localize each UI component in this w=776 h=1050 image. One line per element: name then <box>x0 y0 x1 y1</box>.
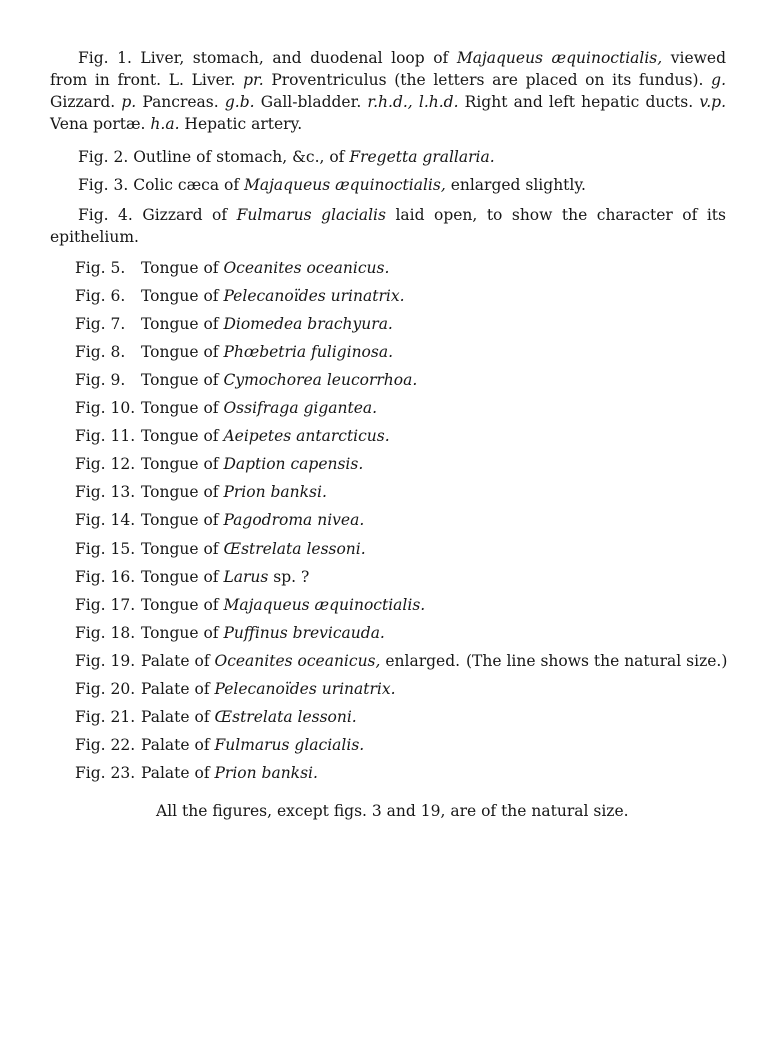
figure-number: Fig. 14. <box>75 511 136 530</box>
figure-number: Fig. 11. <box>75 427 136 446</box>
caption-text: Fig. 2. Outline of stomach, &c., of <box>78 148 350 166</box>
natural-size-line-note: (The line shows the natural size.) <box>466 651 728 670</box>
species-name: Larus <box>223 567 269 586</box>
species-name: Majaqueus æquinoctialis, <box>456 49 663 67</box>
species-name: Daption capensis. <box>223 455 364 474</box>
figure-description: Palate of <box>141 763 215 782</box>
species-name: Prion banksi. <box>223 483 327 502</box>
caption-text: Gizzard. <box>50 93 122 111</box>
figure-number: Fig. 8. <box>75 343 126 362</box>
figure-description: Palate of <box>141 735 215 754</box>
species-name: Prion banksi. <box>214 763 318 782</box>
figure-caption-line <box>75 341 393 363</box>
figure-description: Palate of <box>141 651 215 670</box>
figure-caption-line <box>75 678 396 700</box>
figure-description: Palate of <box>141 707 215 726</box>
figure-caption-line <box>75 650 460 672</box>
figure-description: Tongue of <box>141 483 224 502</box>
figure-caption-line <box>75 509 364 531</box>
abbreviation: h.a. <box>150 115 180 133</box>
fig-2-caption <box>50 146 726 168</box>
figure-caption-line <box>75 285 405 307</box>
figure-description: Tongue of <box>141 371 224 390</box>
species-name: Diomedea brachyura. <box>223 315 393 334</box>
figure-number: Fig. 13. <box>75 483 136 502</box>
figure-description: Tongue of <box>141 259 224 277</box>
figure-description: Tongue of <box>141 455 224 474</box>
abbreviation: g. <box>711 71 726 89</box>
species-name: Cymochorea leucorrhoa. <box>223 371 418 390</box>
figure-suffix: sp. ? <box>268 567 310 586</box>
figure-number: Fig. 21. <box>75 707 136 726</box>
fig-1-caption <box>50 47 726 135</box>
figure-caption-line <box>75 257 389 279</box>
figure-number: Fig. 19. <box>75 651 136 670</box>
caption-text: Proventriculus (the letters are placed on its fundus). <box>263 71 712 89</box>
figure-number: Fig. 10. <box>75 399 136 418</box>
figure-number: Fig. 20. <box>75 679 136 698</box>
figure-description: Tongue of <box>141 427 224 446</box>
figure-caption-line <box>75 369 417 391</box>
figure-caption-line <box>75 313 393 335</box>
species-name: Majaqueus æquinoctialis. <box>223 595 426 614</box>
figure-suffix: enlarged. <box>380 651 461 670</box>
caption-text: viewed from in front. L. Liver. <box>50 49 726 89</box>
figure-description: Tongue of <box>141 343 224 362</box>
species-name: Puffinus brevicauda. <box>223 623 385 642</box>
species-name: Fregetta grallaria. <box>349 148 495 166</box>
figure-description: Tongue of <box>141 539 224 558</box>
caption-text: enlarged slightly. <box>445 176 586 194</box>
caption-text: Hepatic artery. <box>179 115 303 133</box>
figure-caption-line <box>75 734 364 756</box>
abbreviation: pr. <box>243 71 264 89</box>
abbreviation: p. <box>121 93 137 111</box>
species-name: Pagodroma nivea. <box>223 511 365 530</box>
caption-text: Gall-bladder. <box>254 93 368 111</box>
figure-number: Fig. 17. <box>75 595 136 614</box>
figure-number: Fig. 16. <box>75 567 136 586</box>
figure-caption-line <box>75 594 425 616</box>
caption-text: Pancreas. <box>136 93 225 111</box>
figure-number: Fig. 18. <box>75 623 136 642</box>
figure-description: Tongue of <box>141 595 224 614</box>
figure-description: Tongue of <box>141 623 224 642</box>
figure-number: Fig. 23. <box>75 763 136 782</box>
figure-description: Tongue of <box>141 511 224 530</box>
abbreviation: v.p. <box>699 93 727 111</box>
species-name: Œstrelata lessoni. <box>223 539 366 558</box>
fig-3-caption <box>50 174 726 196</box>
natural-size-note: All the figures, except figs. 3 and 19, are of the natural size. <box>156 802 629 820</box>
figure-caption-line <box>75 762 318 784</box>
figure-caption-line <box>75 397 377 419</box>
species-name: Phœbetria fuliginosa. <box>223 343 393 362</box>
figure-number: Fig. 7. <box>75 315 126 334</box>
figure-caption-line <box>75 622 385 644</box>
species-name: Œstrelata lessoni. <box>214 707 357 726</box>
abbreviation: g.b. <box>224 93 255 111</box>
figure-caption-line <box>75 481 327 503</box>
species-name: Fulmarus glacialis. <box>214 735 365 754</box>
figure-number: Fig. 22. <box>75 735 136 754</box>
abbreviation: r.h.d., l.h.d. <box>367 93 459 111</box>
figure-description: Tongue of <box>141 567 224 586</box>
figure-caption-line <box>75 706 357 728</box>
species-name: Ossifraga gigantea. <box>223 399 378 418</box>
figure-description: Tongue of <box>141 399 224 418</box>
figure-caption-line <box>75 453 363 475</box>
species-name: Majaqueus æquinoctialis, <box>244 176 446 194</box>
species-name: Oceanites oceanicus. <box>223 259 390 277</box>
figure-caption-line <box>75 566 309 588</box>
species-name: Pelecanoïdes urinatrix. <box>223 287 405 306</box>
caption-text: Vena portæ. <box>50 115 151 133</box>
figure-caption-line <box>75 538 366 560</box>
species-name: Aeipetes antarcticus. <box>223 427 390 446</box>
caption-text: Fig. 4. Gizzard of <box>78 206 237 224</box>
figure-description: Tongue of <box>141 315 224 334</box>
figure-number: Fig. 9. <box>75 371 126 390</box>
figure-caption-line <box>75 425 390 447</box>
figure-number: Fig. 6. <box>75 287 126 306</box>
figure-number: Fig. 5. <box>75 259 126 277</box>
figure-description: Palate of <box>141 679 215 698</box>
caption-text: Right and left hepatic ducts. <box>458 93 700 111</box>
fig-4-caption <box>50 204 726 248</box>
species-name: Fulmarus glacialis <box>236 206 386 224</box>
species-name: Oceanites oceanicus, <box>214 651 381 670</box>
figure-number: Fig. 12. <box>75 455 136 474</box>
species-name: Pelecanoïdes urinatrix. <box>214 679 396 698</box>
figure-description: Tongue of <box>141 287 224 306</box>
caption-text: laid open, to show the character of its epithelium. <box>50 206 726 246</box>
caption-text: Fig. 1. Liver, stomach, and duodenal loop of <box>78 49 457 67</box>
caption-text: Fig. 3. Colic cæca of <box>78 176 245 194</box>
figure-number: Fig. 15. <box>75 539 136 558</box>
